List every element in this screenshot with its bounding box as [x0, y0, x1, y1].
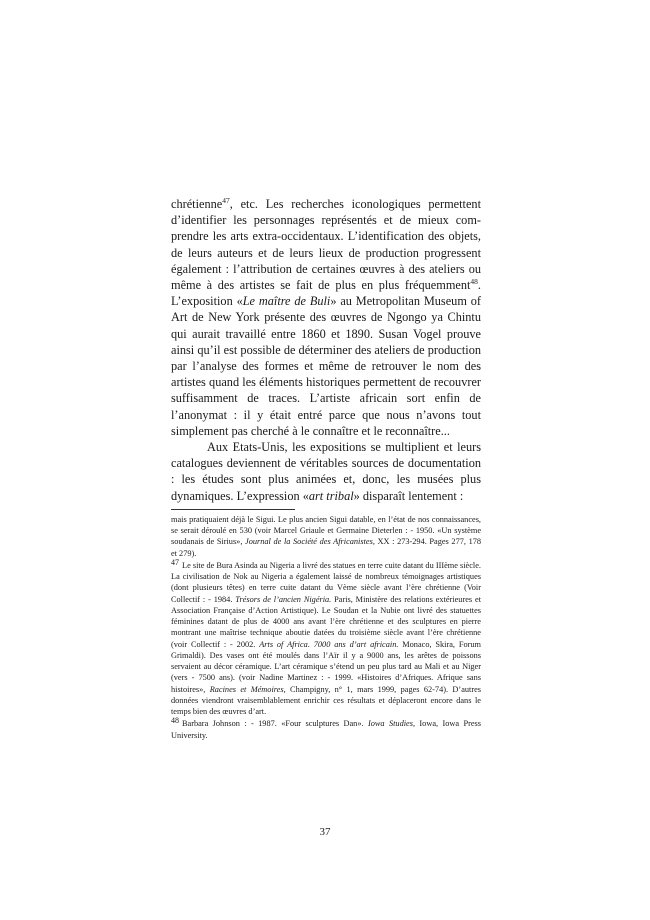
- footnote-divider: [171, 509, 295, 510]
- text-span: Barbara Johnson : - 1987. «Four sculptures Dan».: [182, 719, 368, 729]
- text-span: Le site de Bura Asinda au Nigeria a livré des statues en terre cuite datant du IIIème siècle. La civilisation de Nok au Nigeria a également laissé de nombreux témoignages artistiques (dont plusieurs têtes) en terre cuite datant du Vème siècle avant l’ère chrétienne (Voir Collectif : - 1984.: [171, 560, 481, 604]
- journal-title: Racines et Mémoires: [209, 684, 284, 694]
- text-span: Paris, Ministère des relations extérieures et Association Française d’Action Artistique). Le Soudan et la Nubie ont livré des statuettes féminines datant de plus de 4000 ans avant l’ère chrétienne et des sculptures en pierre montrant une maîtrise technique aboutie datées du troisième siècle avant l’ère chrétienne (voir Collectif : - 2002.: [171, 594, 481, 649]
- text-span: , Iowa, Iowa Press University.: [171, 719, 481, 740]
- text-span: , etc. Les recherches iconologiques permettent d’identifier les personnages représentés et de mieux comprendre les arts extra-occidentaux. L’identification des objets, de leurs auteurs et de leurs lieux de production progressent également : l’attribution de certaines œuvres à des ateliers ou même à des artistes se fait de plus en plus fréquemment: [171, 197, 481, 293]
- footnote-continuation: [171, 514, 481, 559]
- exhibition-title: Le maître de Buli: [242, 294, 331, 309]
- journal-title: Iowa Studies: [367, 719, 413, 729]
- footnote-47: [171, 557, 482, 718]
- text-span: chrétienne: [171, 197, 223, 211]
- text-span: » disparaît lentement :: [353, 488, 464, 503]
- footnotes: [171, 514, 481, 741]
- text-span: mais pratiquaient déjà le Sigui. Le plus ancien Sigui datable, en l’état de nos connaissances, se serait déroulé en 530 (voir Marcel Griaule et Germaine Dieterlen : - 1950. «Un système soudanais de Sirius»,: [171, 514, 481, 547]
- art-tribal-term: art tribal: [308, 488, 354, 503]
- main-text: [171, 196, 481, 504]
- journal-title: Journal de la Société des Africanistes: [245, 537, 373, 547]
- footnote-48: [171, 718, 481, 741]
- page-body: [171, 196, 481, 741]
- text-span: Monaco, Skira, Forum Grimaldi). Des vases ont été moulés dans l’Aïr il y a 9000 ans, les arêtes de poissons servaient au décor céramique. L’art céramique s’étend un peu plus tard au Mali et au Niger (vers - 7500 ans). (voir Nadine Martinez : - 1999. «Histoires d’Afriques. Afrique sans histoires»,: [171, 639, 481, 694]
- text-span: , XX : 273-294. Pages 277, 178 et 279).: [171, 537, 482, 558]
- text-span: , Champigny, n° 1, mars 1999, pages 62-74). D’autres données viendront vraisemblablement enrichir ces résultats et déplaceront encore dans le temps bien des œuvres d’art.: [171, 684, 482, 717]
- footnote-number: 48: [171, 716, 179, 726]
- paragraph-2: [171, 439, 481, 504]
- footnote-ref-47[interactable]: 47: [222, 196, 230, 205]
- page-number: 37: [319, 826, 331, 838]
- book-title: Trésors de l’ancien Nigéria.: [235, 594, 332, 604]
- text-span: . L’exposition «: [171, 278, 481, 309]
- text-span: Aux Etats-Unis, les expositions se multiplient et leurs catalogues deviennent de véritables sources de documentation : les études sont plus animées et, donc, les musées plus dynamiques. L’expression «: [171, 440, 481, 503]
- footnote-ref-48[interactable]: 48: [470, 277, 478, 287]
- paragraph-1: [171, 196, 481, 439]
- text-span: » au Metropolitan Museum of Art de New York présente des œuvres de Ngongo ya Chintu qui aurait travaillé entre 1860 et 1890. Susan Vogel prouve ainsi qu’il est possible de déterminer des ateliers de production par l’analyse des formes et même de retrouver le nom des artistes quand les éléments historiques permettent de recouvrer suffisamment de traces. L’artiste africain sort enfin de l’anonymat : il y était entré parce que nous n’avons tout simplement pas cherché à le connaître et le reconnaître...: [171, 294, 481, 438]
- footnote-number: 47: [171, 557, 179, 567]
- book-title: Arts of Africa. 7000 ans d’art africain.: [259, 639, 399, 649]
